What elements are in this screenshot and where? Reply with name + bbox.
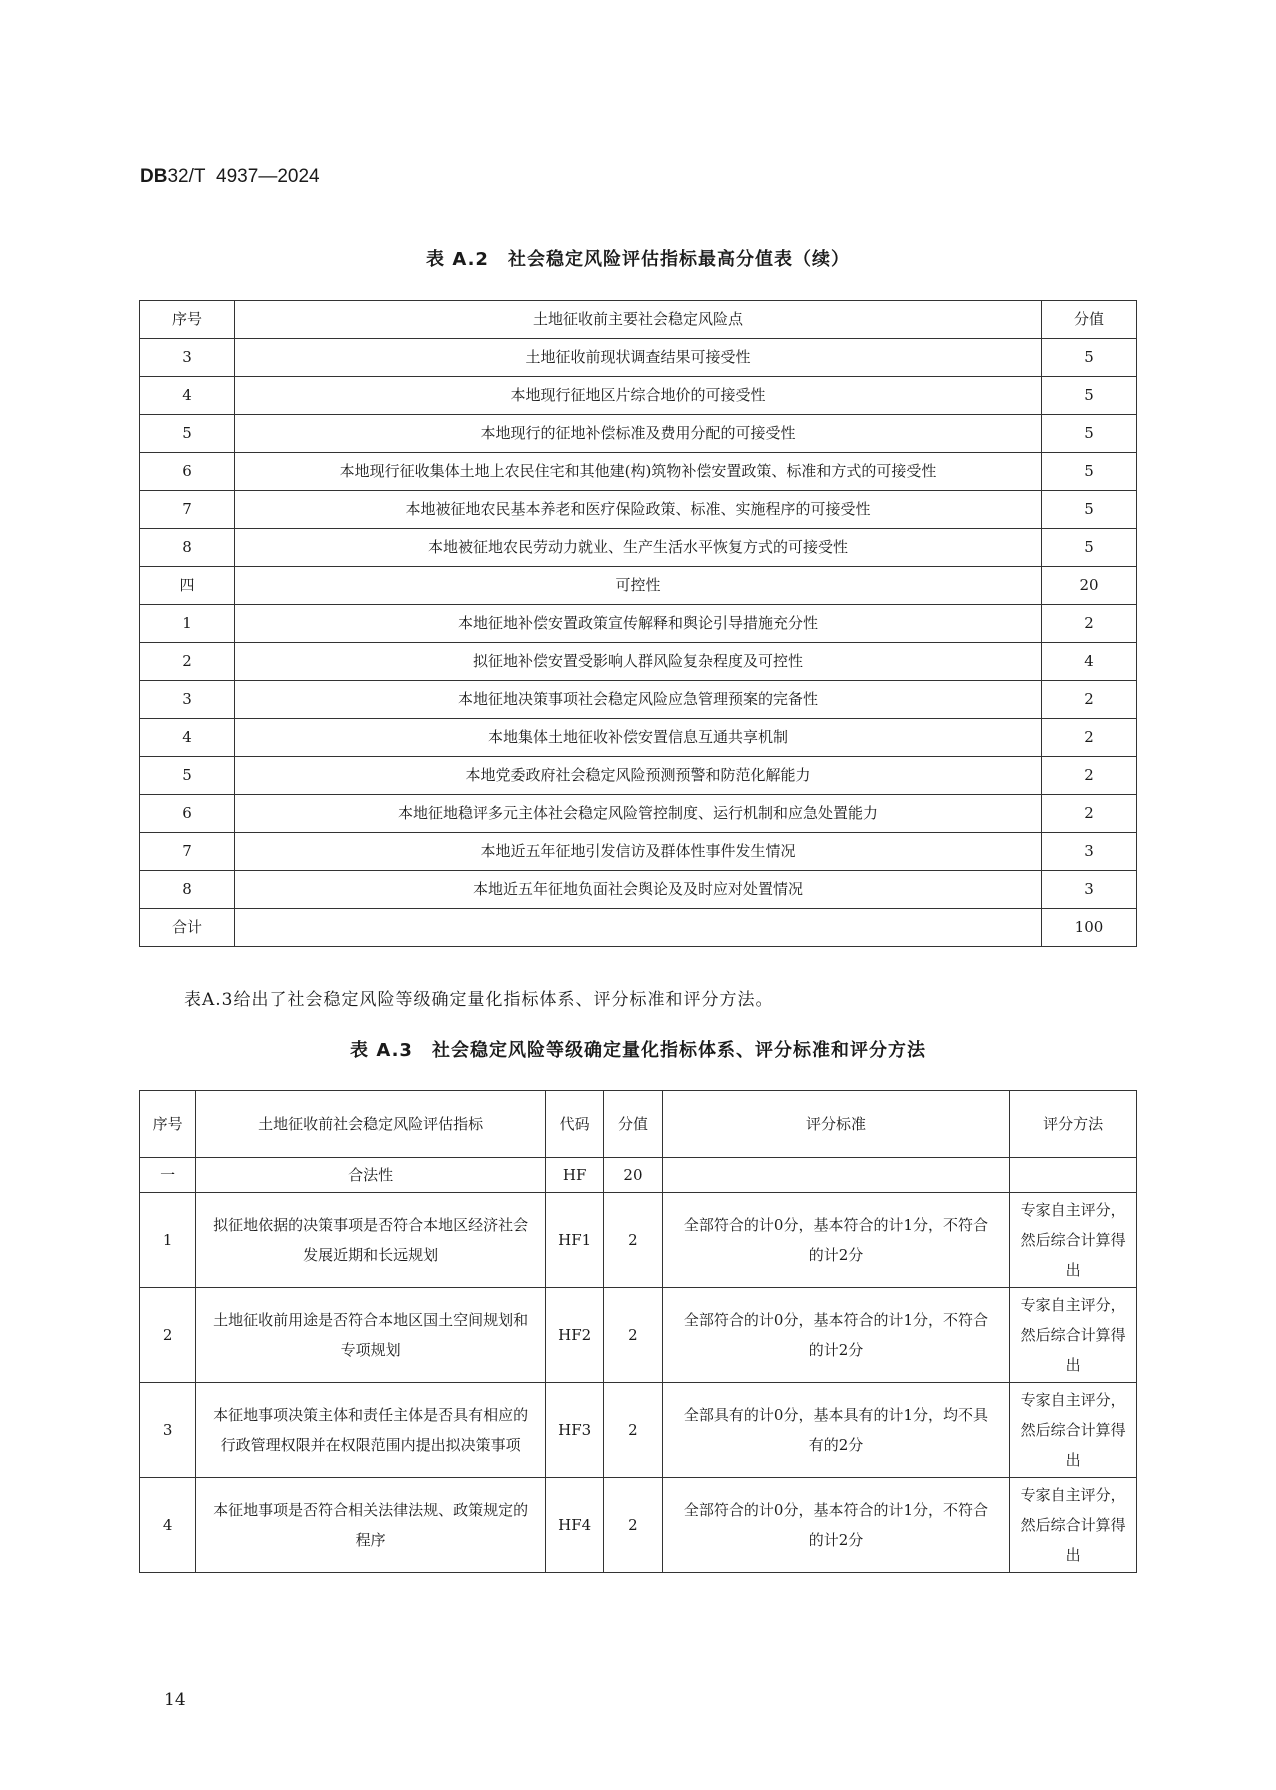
- table-a2-row-cell: 本地近五年征地负面社会舆论及及时应对处置情况: [235, 871, 1042, 909]
- table-a2-row-cell: 6: [140, 453, 235, 491]
- table-a3-row-cell: 全部符合的计0分，基本符合的计1分，不符合的计2分: [662, 1193, 1010, 1288]
- page-number: 14: [164, 1690, 186, 1710]
- table-a2-row-cell: 本地党委政府社会稳定风险预测预警和防范化解能力: [235, 757, 1042, 795]
- table-a3-row-cell: 本征地事项决策主体和责任主体是否具有相应的行政管理权限并在权限范围内提出拟决策事项: [196, 1383, 546, 1478]
- table-a2-row-cell: 2: [1042, 719, 1137, 757]
- table-a2-row-cell: 5: [1042, 491, 1137, 529]
- table-a3-row: [140, 1478, 1137, 1573]
- table-a2-row: [140, 491, 1137, 529]
- table-a2-row-cell: 5: [140, 757, 235, 795]
- intro-paragraph: 表A.3给出了社会稳定风险等级确定量化指标体系、评分标准和评分方法。: [184, 990, 774, 1010]
- table-a2-row-cell: 1: [140, 605, 235, 643]
- table-a2-row-cell: 7: [140, 491, 235, 529]
- standard-year: 4937—2024: [216, 166, 320, 187]
- table-a2-row-cell: 可控性: [235, 567, 1042, 605]
- table-a3-header-row-cell: 土地征收前社会稳定风险评估指标: [196, 1091, 546, 1158]
- table-a2-row: [140, 719, 1137, 757]
- table-a2-row: [140, 681, 1137, 719]
- table-a3-row-cell: HF: [546, 1158, 604, 1193]
- table-a3-row-cell: HF3: [546, 1383, 604, 1478]
- table-a3-header-row: [140, 1091, 1137, 1158]
- table-a2-row-cell: 5: [1042, 415, 1137, 453]
- table-a3-row-cell: 4: [140, 1478, 196, 1573]
- table-a3-row-cell: 全部符合的计0分，基本符合的计1分，不符合的计2分: [662, 1288, 1010, 1383]
- table-a3-row-cell: 3: [140, 1383, 196, 1478]
- table-a2-row-cell: [235, 909, 1042, 947]
- table-a2-row: [140, 377, 1137, 415]
- table-a2-row-cell: 四: [140, 567, 235, 605]
- table-a2-row-cell: 2: [1042, 795, 1137, 833]
- table-a3-row-cell: HF4: [546, 1478, 604, 1573]
- table-a3-header-row-cell: 评分方法: [1010, 1091, 1137, 1158]
- table-a3-header-row-cell: 序号: [140, 1091, 196, 1158]
- table-a3-row-cell: HF1: [546, 1193, 604, 1288]
- table-a2-row-cell: 2: [1042, 605, 1137, 643]
- table-a3-row-cell: 专家自主评分，然后综合计算得出: [1010, 1193, 1137, 1288]
- table-a3-row-cell: 2: [604, 1193, 662, 1288]
- standard-code: 32/T: [167, 166, 206, 187]
- table-a2-row-cell: 本地征地补偿安置政策宣传解释和舆论引导措施充分性: [235, 605, 1042, 643]
- table-a3-row-cell: 2: [140, 1288, 196, 1383]
- table-a3-row: [140, 1193, 1137, 1288]
- table-a3-row: [140, 1383, 1137, 1478]
- table-a2-header-row: [140, 301, 1137, 339]
- table-a2-row-cell: 5: [1042, 453, 1137, 491]
- table-a3-row-cell: 拟征地依据的决策事项是否符合本地区经济社会发展近期和长远规划: [196, 1193, 546, 1288]
- table-a2-row-cell: 2: [1042, 757, 1137, 795]
- table-a3-header-row-cell: 分值: [604, 1091, 662, 1158]
- table-a2-row: [140, 909, 1137, 947]
- table-a2-row-cell: 本地被征地农民基本养老和医疗保险政策、标准、实施程序的可接受性: [235, 491, 1042, 529]
- table-a3-row-cell: 2: [604, 1383, 662, 1478]
- table-a2-row-cell: 3: [1042, 833, 1137, 871]
- table-a3-row: [140, 1158, 1137, 1193]
- table-a2-row: [140, 871, 1137, 909]
- table-a2-row-cell: 土地征收前现状调查结果可接受性: [235, 339, 1042, 377]
- table-a3-row-cell: 专家自主评分，然后综合计算得出: [1010, 1288, 1137, 1383]
- table-a2-row-cell: 20: [1042, 567, 1137, 605]
- table-a2-header-row-cell: 分值: [1042, 301, 1137, 339]
- table-a3-row-cell: 合法性: [196, 1158, 546, 1193]
- table-a2-caption: 表 A.2 社会稳定风险评估指标最高分值表（续）: [426, 249, 850, 270]
- table-a2-row-cell: 8: [140, 871, 235, 909]
- table-a3-row-cell: 全部符合的计0分，基本符合的计1分，不符合的计2分: [662, 1478, 1010, 1573]
- table-a2-row: [140, 605, 1137, 643]
- table-a2-row-cell: 6: [140, 795, 235, 833]
- table-a2-row-cell: 本地被征地农民劳动力就业、生产生活水平恢复方式的可接受性: [235, 529, 1042, 567]
- table-a2-row-cell: 100: [1042, 909, 1137, 947]
- table-a2-row-cell: 拟征地补偿安置受影响人群风险复杂程度及可控性: [235, 643, 1042, 681]
- table-a2-row-cell: 3: [140, 339, 235, 377]
- table-a2-row-cell: 5: [1042, 529, 1137, 567]
- table-a2-row-cell: 本地集体土地征收补偿安置信息互通共享机制: [235, 719, 1042, 757]
- table-a3-row-cell: 土地征收前用途是否符合本地区国土空间规划和专项规划: [196, 1288, 546, 1383]
- table-a2: [139, 300, 1137, 947]
- table-a3-row-cell: 专家自主评分，然后综合计算得出: [1010, 1478, 1137, 1573]
- table-a2-row-cell: 3: [1042, 871, 1137, 909]
- table-a2-row-cell: 合计: [140, 909, 235, 947]
- table-a3-row-cell: [1010, 1158, 1137, 1193]
- table-a2-row: [140, 833, 1137, 871]
- table-a2-row: [140, 529, 1137, 567]
- table-a2-row: [140, 415, 1137, 453]
- table-a3-row-cell: 专家自主评分，然后综合计算得出: [1010, 1383, 1137, 1478]
- table-a2-row-cell: 5: [1042, 377, 1137, 415]
- table-a3-row-cell: 全部具有的计0分，基本具有的计1分，均不具有的2分: [662, 1383, 1010, 1478]
- table-a3-row-cell: 一: [140, 1158, 196, 1193]
- standard-number: [140, 166, 320, 188]
- table-a2-row: [140, 567, 1137, 605]
- table-a3-header-row-cell: 评分标准: [662, 1091, 1010, 1158]
- table-a2-header-row-cell: 土地征收前主要社会稳定风险点: [235, 301, 1042, 339]
- table-a2-row-cell: 2: [1042, 681, 1137, 719]
- table-a2-row-cell: 5: [140, 415, 235, 453]
- table-a2-row: [140, 757, 1137, 795]
- table-a2-row-cell: 4: [140, 719, 235, 757]
- table-a2-row-cell: 4: [1042, 643, 1137, 681]
- table-a2-row-cell: 8: [140, 529, 235, 567]
- table-a3-row: [140, 1288, 1137, 1383]
- table-a2-row: [140, 339, 1137, 377]
- table-a2-row-cell: 5: [1042, 339, 1137, 377]
- table-a2-row: [140, 795, 1137, 833]
- table-a2-row-cell: 本地征地决策事项社会稳定风险应急管理预案的完备性: [235, 681, 1042, 719]
- table-a2-row-cell: 本地现行征地区片综合地价的可接受性: [235, 377, 1042, 415]
- table-a2-row-cell: 7: [140, 833, 235, 871]
- table-a2-row-cell: 本地征地稳评多元主体社会稳定风险管控制度、运行机制和应急处置能力: [235, 795, 1042, 833]
- table-a3: [139, 1090, 1137, 1573]
- table-a2-row: [140, 643, 1137, 681]
- table-a2-row-cell: 本地现行征收集体土地上农民住宅和其他建(构)筑物补偿安置政策、标准和方式的可接受性: [235, 453, 1042, 491]
- table-a3-row-cell: 2: [604, 1478, 662, 1573]
- table-a3-row-cell: 2: [604, 1288, 662, 1383]
- table-a2-row-cell: 本地近五年征地引发信访及群体性事件发生情况: [235, 833, 1042, 871]
- table-a3-row-cell: 本征地事项是否符合相关法律法规、政策规定的程序: [196, 1478, 546, 1573]
- table-a2-row-cell: 3: [140, 681, 235, 719]
- standard-prefix: DB: [140, 166, 168, 187]
- table-a2-row-cell: 4: [140, 377, 235, 415]
- table-a2-header-row-cell: 序号: [140, 301, 235, 339]
- table-a3-header-row-cell: 代码: [546, 1091, 604, 1158]
- table-a3-caption: 表 A.3 社会稳定风险等级确定量化指标体系、评分标准和评分方法: [350, 1040, 926, 1061]
- table-a3-row-cell: 20: [604, 1158, 662, 1193]
- table-a2-row-cell: 2: [140, 643, 235, 681]
- table-a3-row-cell: HF2: [546, 1288, 604, 1383]
- table-a3-row-cell: [662, 1158, 1010, 1193]
- table-a2-row: [140, 453, 1137, 491]
- table-a3-row-cell: 1: [140, 1193, 196, 1288]
- table-a2-row-cell: 本地现行的征地补偿标准及费用分配的可接受性: [235, 415, 1042, 453]
